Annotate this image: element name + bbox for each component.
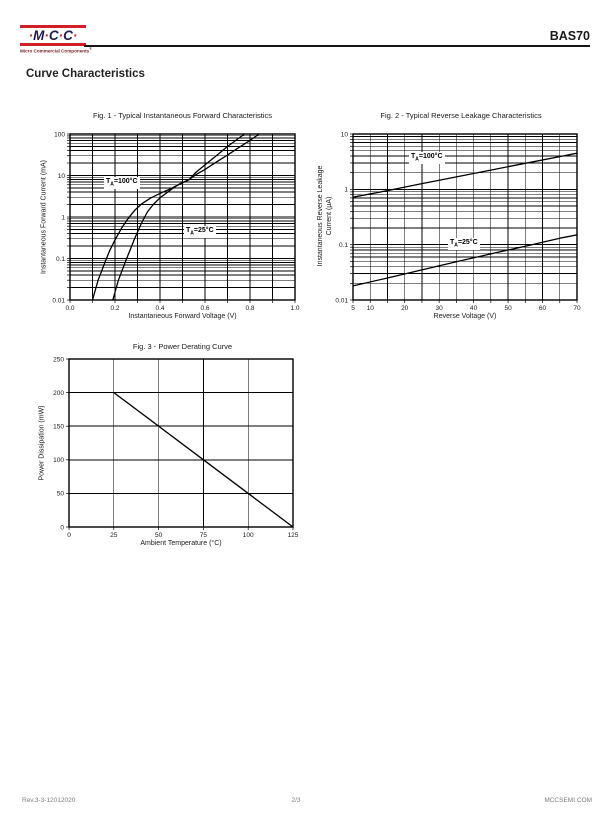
y-tick-label: 0.1: [338, 241, 348, 249]
section-title: Curve Characteristics: [26, 68, 145, 80]
fig3-y-axis-label: Power Dissipation (mW): [38, 405, 46, 481]
logo-dot: ·: [72, 28, 78, 43]
x-tick-label: 70: [573, 305, 581, 312]
x-tick-label: 60: [538, 305, 547, 312]
x-tick-label: 0: [67, 532, 71, 539]
y-tick-label: 0.01: [52, 297, 65, 305]
y-tick-label: 0.1: [55, 255, 65, 263]
y-tick-label: 250: [53, 356, 64, 364]
y-tick-label: 0.01: [335, 297, 348, 305]
fig3-title: Fig. 3 - Power Derating Curve: [132, 342, 233, 351]
x-tick-label: 30: [435, 305, 443, 312]
fig1-label-25c: [184, 226, 216, 238]
label-subscript: A: [454, 242, 458, 249]
label-subscript: A: [415, 156, 419, 163]
x-tick-label: 50: [504, 305, 512, 312]
footer-website: MCCSEMI.COM: [544, 797, 592, 804]
x-tick-label: 75: [199, 532, 208, 539]
x-tick-label: 0.6: [200, 305, 210, 312]
x-tick-label: 0.4: [155, 305, 165, 312]
logo-tagline-text: Micro Commercial Components: [20, 48, 90, 54]
label-text: =100°C: [113, 178, 138, 185]
x-tick-label: 100: [242, 532, 254, 539]
logo-dot: ·: [58, 28, 64, 43]
x-tick-label: 50: [154, 532, 163, 539]
footer-page-number: 2/3: [291, 797, 301, 804]
fig2-plot: [323, 126, 597, 326]
y-tick-label: 1: [344, 186, 348, 194]
y-tick-label: 100: [54, 131, 65, 139]
fig2-y-axis-label-line1: Instantaneous Reverse Leakage: [317, 165, 324, 267]
y-tick-label: 10: [57, 172, 65, 180]
y-tick-label: 1: [61, 214, 65, 222]
x-tick-label: 125: [287, 532, 299, 539]
x-tick-label: 5: [351, 305, 355, 312]
y-tick-label: 0: [60, 524, 64, 532]
logo-dot: ·: [44, 28, 49, 43]
y-tick-label: 50: [56, 490, 64, 498]
x-tick-label: 0.2: [110, 305, 120, 312]
registered-mark: ®: [89, 47, 92, 51]
label-text: T: [106, 178, 111, 185]
x-tick-label: 1.0: [290, 305, 300, 312]
label-subscript: A: [190, 230, 194, 237]
logo-letters: [20, 28, 86, 43]
fig1-y-axis-label: Instantaneous Forward Current (mA): [40, 160, 48, 274]
x-tick-label: 25: [110, 532, 118, 539]
logo-tagline: [20, 47, 92, 54]
logo-bar-bottom: [20, 43, 86, 46]
y-tick-label: 100: [53, 457, 64, 465]
label-subscript: A: [110, 181, 114, 188]
fig1-label-100c: [104, 177, 140, 189]
label-text: =25°C: [193, 227, 214, 234]
x-tick-label: 20: [401, 305, 409, 312]
logo-dot: ·: [28, 28, 34, 43]
label-text: =100°C: [418, 153, 443, 160]
fig3-plot: [39, 351, 313, 543]
label-text: T: [450, 239, 455, 246]
x-tick-label: 0.0: [65, 305, 75, 312]
header-rule: [84, 45, 590, 47]
footer-revision: Rev.3-3-12012020: [22, 797, 76, 804]
logo-letter-c2: C: [63, 28, 73, 43]
logo-letter-c1: C: [48, 28, 59, 43]
fig1-plot: [40, 126, 305, 326]
mcc-logo: [20, 25, 92, 54]
curve-ta-100c: [353, 153, 577, 197]
fig1-title: Fig. 1 - Typical Instantaneous Forward Characteristics: [92, 111, 273, 120]
fig3-x-axis-label: Ambient Temperature (°C): [140, 540, 222, 547]
label-text: T: [186, 227, 191, 234]
x-tick-label: 40: [469, 305, 478, 312]
part-number: BAS70: [549, 29, 590, 43]
fig2-title: Fig. 2 - Typical Reverse Leakage Characteristics: [380, 111, 542, 120]
y-tick-label: 10: [340, 131, 348, 139]
y-tick-label: 200: [53, 389, 64, 397]
label-text: =25°C: [457, 239, 478, 246]
fig2-y-axis-label-line2: Current (µA): [326, 196, 333, 236]
x-tick-label: 0.8: [245, 305, 255, 312]
logo-letter-m: M: [33, 28, 45, 43]
label-text: T: [411, 153, 416, 160]
fig1-x-axis-label: Instantaneous Forward Voltage (V): [128, 313, 237, 320]
fig2-label-25c: [448, 238, 480, 250]
fig2-label-100c: [409, 152, 445, 164]
fig2-x-axis-label: Reverse Voltage (V): [433, 313, 497, 320]
y-tick-label: 150: [53, 423, 64, 431]
x-tick-label: 10: [366, 305, 374, 312]
